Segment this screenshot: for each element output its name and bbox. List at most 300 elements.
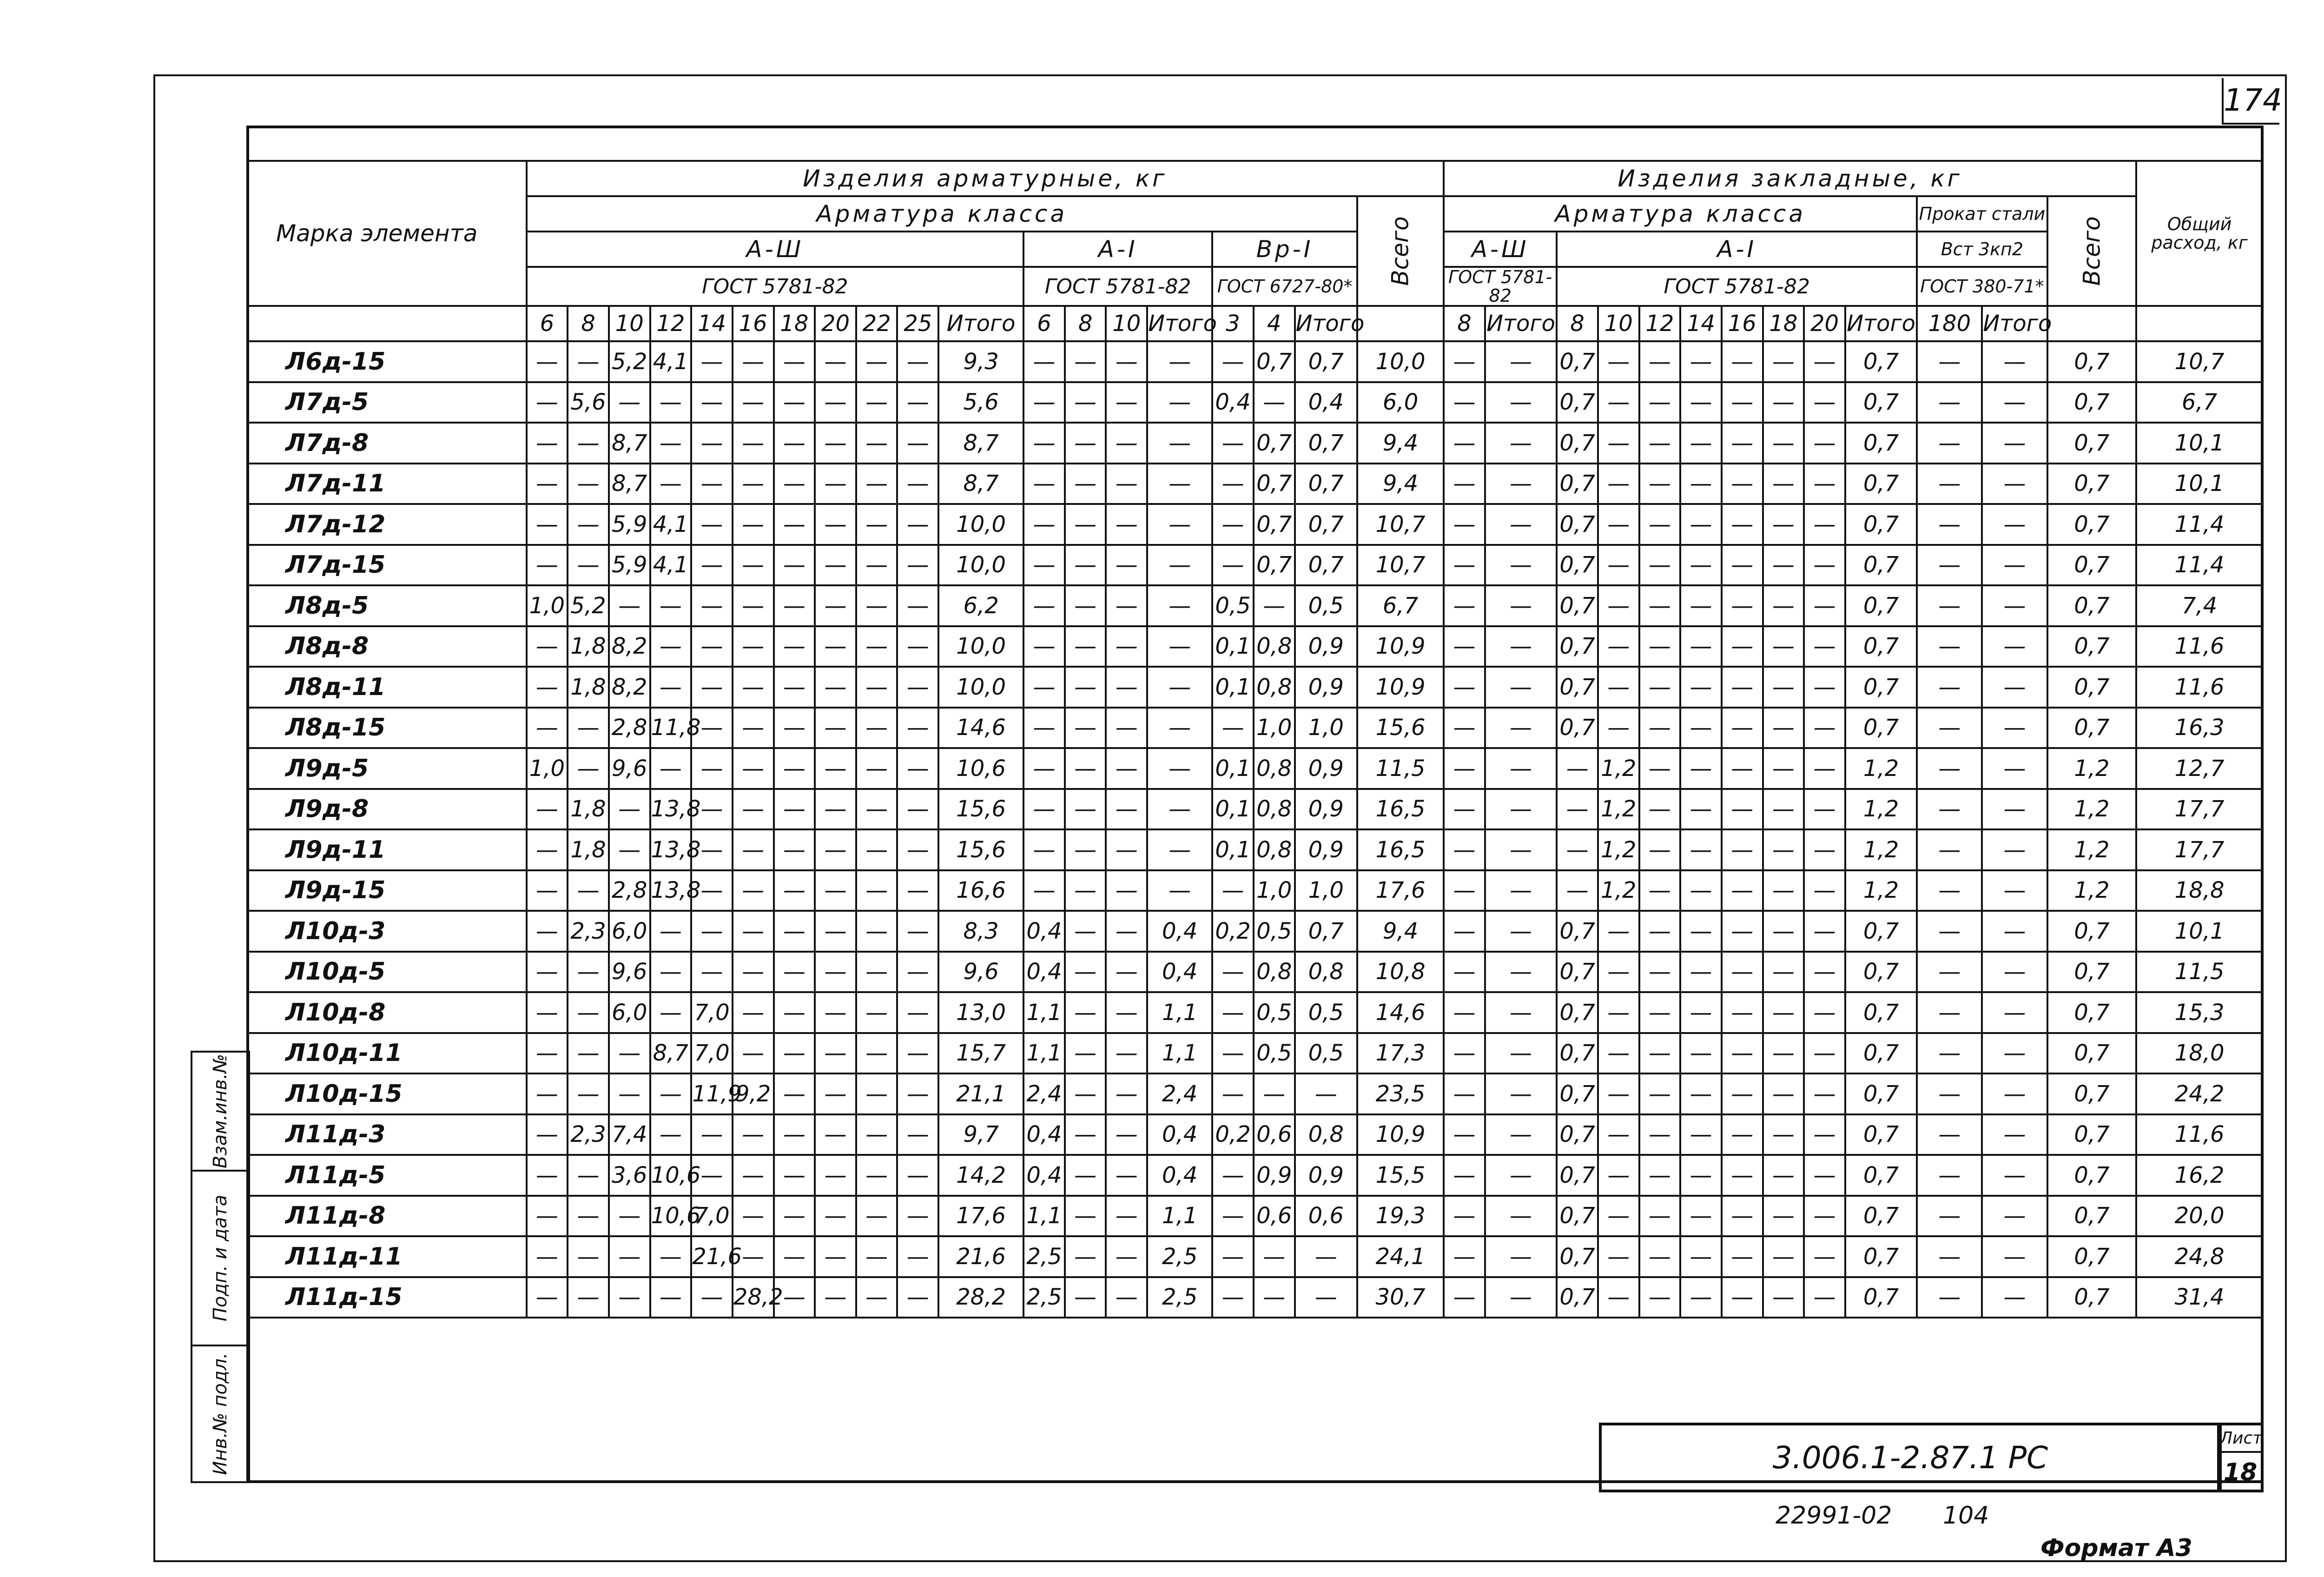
value-cell: — xyxy=(1722,992,1763,1033)
value-cell: — xyxy=(1639,423,1681,464)
value-cell: — xyxy=(815,992,856,1033)
value-cell: — xyxy=(1106,911,1147,952)
value-cell: — xyxy=(1804,911,1845,952)
value-cell: — xyxy=(1444,626,1485,667)
value-cell: — xyxy=(1598,464,1639,504)
sheet-number: 18 xyxy=(2223,1458,2258,1486)
value-cell: 31,4 xyxy=(2136,1277,2263,1318)
value-cell: — xyxy=(1065,341,1106,382)
value-cell: 17,6 xyxy=(938,1196,1023,1237)
value-cell: — xyxy=(1065,952,1106,993)
value-cell: — xyxy=(1722,1114,1763,1155)
value-cell: — xyxy=(774,1277,815,1318)
value-cell: — xyxy=(1106,423,1147,464)
value-cell: 0,7 xyxy=(1557,341,1598,382)
value-cell: — xyxy=(1598,423,1639,464)
rebar-class-header: Арматура класса xyxy=(527,196,1357,232)
value-cell: 16,5 xyxy=(1357,789,1444,830)
value-cell: — xyxy=(1917,952,1982,993)
value-cell: 10,0 xyxy=(938,626,1023,667)
value-cell: — xyxy=(691,789,733,830)
value-cell: — xyxy=(1680,545,1722,586)
value-cell: 0,7 xyxy=(1845,992,1917,1033)
value-cell: 0,9 xyxy=(1295,829,1357,870)
value-cell: — xyxy=(1722,1277,1763,1318)
value-cell: — xyxy=(897,1236,938,1277)
value-cell: — xyxy=(733,829,774,870)
value-cell: — xyxy=(1804,504,1845,545)
value-cell: — xyxy=(1444,1236,1485,1277)
value-cell: 8,7 xyxy=(609,464,650,504)
value-cell: — xyxy=(1722,1073,1763,1114)
diam-cell: 10 xyxy=(1598,306,1639,341)
value-cell: — xyxy=(1680,911,1722,952)
value-cell: 0,7 xyxy=(1557,952,1598,993)
value-cell: 0,9 xyxy=(1295,748,1357,789)
value-cell: — xyxy=(1639,748,1681,789)
value-cell: 10,1 xyxy=(2136,423,2263,464)
value-cell: — xyxy=(1763,952,1804,993)
diam-spacer xyxy=(1357,306,1444,341)
class-a3-header: А-Ш xyxy=(527,232,1024,267)
value-cell: 0,4 xyxy=(1147,911,1212,952)
value-cell: 10,0 xyxy=(938,667,1023,708)
value-cell: 1,0 xyxy=(1254,708,1295,749)
value-cell: — xyxy=(1212,1073,1254,1114)
value-cell: — xyxy=(1917,626,1982,667)
value-cell: — xyxy=(774,667,815,708)
value-cell: 0,4 xyxy=(1147,1114,1212,1155)
value-cell: — xyxy=(1722,911,1763,952)
value-cell: 1,2 xyxy=(2047,789,2137,830)
value-cell: — xyxy=(1804,870,1845,911)
value-cell: — xyxy=(1639,870,1681,911)
value-cell: — xyxy=(815,1155,856,1196)
value-cell: — xyxy=(568,464,609,504)
value-cell: 0,7 xyxy=(2047,1114,2137,1155)
value-cell: — xyxy=(1147,423,1212,464)
value-cell: 0,4 xyxy=(1295,382,1357,423)
value-cell: — xyxy=(1023,748,1065,789)
value-cell: — xyxy=(1804,423,1845,464)
value-cell: — xyxy=(856,585,898,626)
value-cell: — xyxy=(1212,1033,1254,1074)
value-cell: — xyxy=(1917,870,1982,911)
value-cell: — xyxy=(527,992,568,1033)
diam-cell: 18 xyxy=(1763,306,1804,341)
value-cell: — xyxy=(1982,748,2047,789)
value-cell: — xyxy=(1444,1033,1485,1074)
value-cell: 21,6 xyxy=(938,1236,1023,1277)
value-cell: — xyxy=(815,952,856,993)
value-cell: 0,7 xyxy=(2047,464,2137,504)
value-cell: — xyxy=(650,423,692,464)
value-cell: 24,8 xyxy=(2136,1236,2263,1277)
value-cell: 0,7 xyxy=(2047,545,2137,586)
value-cell: — xyxy=(691,952,733,993)
value-cell: 0,7 xyxy=(2047,1196,2137,1237)
value-cell: — xyxy=(609,1073,650,1114)
value-cell: — xyxy=(733,992,774,1033)
value-cell: 6,0 xyxy=(609,911,650,952)
value-cell: — xyxy=(1982,870,2047,911)
value-cell: — xyxy=(733,911,774,952)
value-cell: — xyxy=(1722,667,1763,708)
value-cell: — xyxy=(1598,341,1639,382)
value-cell: — xyxy=(897,789,938,830)
value-cell: — xyxy=(1804,341,1845,382)
value-cell: — xyxy=(1485,1155,1557,1196)
value-cell: 0,7 xyxy=(1557,585,1598,626)
rolled-steel-grade: Вст 3кп2 xyxy=(1917,232,2047,267)
value-cell: — xyxy=(568,952,609,993)
value-cell: — xyxy=(1804,789,1845,830)
value-cell: 0,6 xyxy=(1254,1114,1295,1155)
value-cell: — xyxy=(1722,626,1763,667)
value-cell: — xyxy=(1680,1073,1722,1114)
value-cell: — xyxy=(1444,464,1485,504)
value-cell: 9,6 xyxy=(609,748,650,789)
value-cell: — xyxy=(897,585,938,626)
table-row xyxy=(247,423,2263,464)
table-row xyxy=(247,626,2263,667)
value-cell: 10,7 xyxy=(2136,341,2263,382)
value-cell: — xyxy=(1444,952,1485,993)
rolled-steel-header: Прокат стали xyxy=(1917,196,2047,232)
value-cell: 0,1 xyxy=(1212,829,1254,870)
element-mark: Л8д-5 xyxy=(247,585,527,626)
value-cell: — xyxy=(1804,992,1845,1033)
value-cell: — xyxy=(897,1033,938,1074)
value-cell: — xyxy=(691,748,733,789)
value-cell: — xyxy=(1763,1033,1804,1074)
table-body xyxy=(247,341,2263,1318)
value-cell: 0,7 xyxy=(1845,911,1917,952)
value-cell: — xyxy=(1212,423,1254,464)
diam-cell: 18 xyxy=(774,306,815,341)
value-cell: — xyxy=(856,464,898,504)
value-cell: — xyxy=(1023,789,1065,830)
value-cell: 0,4 xyxy=(1147,952,1212,993)
format-label: Формат А3 xyxy=(2040,1534,2192,1562)
value-cell: — xyxy=(856,667,898,708)
value-cell: 17,7 xyxy=(2136,789,2263,830)
value-cell: 0,5 xyxy=(1254,1033,1295,1074)
value-cell: 17,6 xyxy=(1357,870,1444,911)
value-cell: — xyxy=(1212,952,1254,993)
value-cell: 23,5 xyxy=(1357,1073,1444,1114)
value-cell: 1,2 xyxy=(1845,789,1917,830)
value-cell: — xyxy=(856,341,898,382)
value-cell: 13,0 xyxy=(938,992,1023,1033)
value-cell: — xyxy=(1917,992,1982,1033)
value-cell: — xyxy=(1485,504,1557,545)
value-cell: 4,1 xyxy=(650,545,692,586)
value-cell: — xyxy=(691,1114,733,1155)
value-cell: — xyxy=(1722,1033,1763,1074)
value-cell: — xyxy=(1598,585,1639,626)
value-cell: 0,5 xyxy=(1254,992,1295,1033)
value-cell: — xyxy=(1106,545,1147,586)
value-cell: — xyxy=(897,1114,938,1155)
value-cell: — xyxy=(568,1155,609,1196)
value-cell: 1,2 xyxy=(1598,829,1639,870)
value-cell: 17,7 xyxy=(2136,829,2263,870)
value-cell: 11,5 xyxy=(1357,748,1444,789)
value-cell: — xyxy=(1557,870,1598,911)
value-cell: 0,7 xyxy=(2047,504,2137,545)
value-cell: — xyxy=(1680,1277,1722,1318)
element-mark: Л7д-15 xyxy=(247,545,527,586)
value-cell: 0,7 xyxy=(2047,423,2137,464)
value-cell: 0,9 xyxy=(1295,626,1357,667)
value-cell: — xyxy=(1444,789,1485,830)
footer-code: 22991-02 xyxy=(1776,1502,1892,1530)
value-cell: 0,7 xyxy=(1845,1114,1917,1155)
value-cell: 0,5 xyxy=(1212,585,1254,626)
value-cell: — xyxy=(1763,382,1804,423)
value-cell: — xyxy=(1639,1155,1681,1196)
value-cell: — xyxy=(733,545,774,586)
value-cell: — xyxy=(1065,789,1106,830)
value-cell: 0,7 xyxy=(2047,708,2137,749)
value-cell: — xyxy=(1065,464,1106,504)
value-cell: — xyxy=(1023,423,1065,464)
value-cell: — xyxy=(1639,789,1681,830)
value-cell: 0,7 xyxy=(1557,708,1598,749)
value-cell: — xyxy=(774,1033,815,1074)
value-cell: 10,7 xyxy=(1357,504,1444,545)
table-row xyxy=(247,1114,2263,1155)
value-cell: — xyxy=(1639,1236,1681,1277)
table-row xyxy=(247,1236,2263,1277)
value-cell: — xyxy=(1485,1196,1557,1237)
class-vr1-header: Вр-I xyxy=(1212,232,1357,267)
value-cell: — xyxy=(1444,1155,1485,1196)
value-cell: — xyxy=(1639,1033,1681,1074)
value-cell: 1,2 xyxy=(1845,870,1917,911)
value-cell: 13,8 xyxy=(650,829,692,870)
value-cell: — xyxy=(774,464,815,504)
element-mark: Л10д-5 xyxy=(247,952,527,993)
value-cell: 0,7 xyxy=(1295,423,1357,464)
value-cell: — xyxy=(733,1236,774,1277)
value-cell: — xyxy=(1982,789,2047,830)
value-cell: — xyxy=(1680,585,1722,626)
value-cell: — xyxy=(1106,748,1147,789)
value-cell: — xyxy=(1917,1236,1982,1277)
value-cell: — xyxy=(1444,341,1485,382)
value-cell: 6,0 xyxy=(1357,382,1444,423)
value-cell: 0,7 xyxy=(1845,504,1917,545)
value-cell: 0,7 xyxy=(1845,667,1917,708)
diam-cell: 4 xyxy=(1254,306,1295,341)
value-cell: 0,7 xyxy=(1557,464,1598,504)
value-cell: 16,6 xyxy=(938,870,1023,911)
value-cell: — xyxy=(1763,708,1804,749)
value-cell: — xyxy=(1722,1236,1763,1277)
value-cell: — xyxy=(856,992,898,1033)
value-cell: — xyxy=(1295,1236,1357,1277)
value-cell: — xyxy=(1722,382,1763,423)
stamp-label: Взам.инв.№ xyxy=(210,1054,231,1169)
value-cell: 0,7 xyxy=(1557,1073,1598,1114)
table-row xyxy=(247,464,2263,504)
element-mark: Л9д-11 xyxy=(247,829,527,870)
value-cell: — xyxy=(856,1236,898,1277)
value-cell: 0,7 xyxy=(2047,626,2137,667)
value-cell: — xyxy=(897,952,938,993)
value-cell: 10,9 xyxy=(1357,1114,1444,1155)
value-cell: 1,2 xyxy=(1598,789,1639,830)
value-cell: — xyxy=(1485,829,1557,870)
value-cell: — xyxy=(856,829,898,870)
value-cell: — xyxy=(1680,992,1722,1033)
element-mark: Л10д-8 xyxy=(247,992,527,1033)
sheet-label: Лист xyxy=(2220,1425,2261,1453)
value-cell: — xyxy=(815,748,856,789)
value-cell: 5,6 xyxy=(568,382,609,423)
diam-spacer xyxy=(2136,306,2263,341)
value-cell: — xyxy=(1065,585,1106,626)
value-cell: 1,0 xyxy=(1295,708,1357,749)
value-cell: — xyxy=(774,829,815,870)
value-cell: — xyxy=(650,1114,692,1155)
value-cell: — xyxy=(1598,382,1639,423)
value-cell: 9,2 xyxy=(733,1073,774,1114)
value-cell: — xyxy=(1444,545,1485,586)
value-cell: — xyxy=(1485,911,1557,952)
value-cell: — xyxy=(897,1073,938,1114)
value-cell: — xyxy=(1639,1277,1681,1318)
element-mark: Л7д-11 xyxy=(247,464,527,504)
value-cell: — xyxy=(1106,829,1147,870)
value-cell: 0,1 xyxy=(1212,626,1254,667)
value-cell: — xyxy=(1982,464,2047,504)
value-cell: — xyxy=(1680,1033,1722,1074)
value-cell: — xyxy=(1106,464,1147,504)
value-cell: — xyxy=(1763,1196,1804,1237)
value-cell: 5,9 xyxy=(609,545,650,586)
value-cell: 0,7 xyxy=(1845,1236,1917,1277)
value-cell: — xyxy=(815,504,856,545)
value-cell: — xyxy=(1485,748,1557,789)
value-cell: 15,7 xyxy=(938,1033,1023,1074)
value-cell: — xyxy=(1444,708,1485,749)
value-cell: — xyxy=(1639,952,1681,993)
value-cell: — xyxy=(1065,1033,1106,1074)
value-cell: 13,8 xyxy=(650,789,692,830)
value-cell: — xyxy=(691,667,733,708)
value-cell: — xyxy=(815,829,856,870)
value-cell: 0,7 xyxy=(1845,708,1917,749)
value-cell: — xyxy=(1982,545,2047,586)
value-cell: — xyxy=(1804,1073,1845,1114)
value-cell: 0,4 xyxy=(1023,1114,1065,1155)
element-mark: Л11д-15 xyxy=(247,1277,527,1318)
value-cell: — xyxy=(1485,992,1557,1033)
value-cell: — xyxy=(1023,464,1065,504)
value-cell: — xyxy=(1763,423,1804,464)
value-cell: — xyxy=(1598,1114,1639,1155)
value-cell: — xyxy=(650,911,692,952)
value-cell: — xyxy=(1982,911,2047,952)
value-cell: — xyxy=(650,585,692,626)
value-cell: — xyxy=(1680,870,1722,911)
table-row xyxy=(247,1033,2263,1074)
table-row xyxy=(247,382,2263,423)
value-cell: — xyxy=(1147,585,1212,626)
value-cell: 5,2 xyxy=(568,585,609,626)
value-cell: — xyxy=(1254,1277,1295,1318)
value-cell: 30,7 xyxy=(1357,1277,1444,1318)
element-mark: Л11д-5 xyxy=(247,1155,527,1196)
value-cell: — xyxy=(1763,911,1804,952)
element-mark: Л10д-11 xyxy=(247,1033,527,1074)
value-cell: — xyxy=(1982,667,2047,708)
diam-cell: 12 xyxy=(650,306,692,341)
value-cell: — xyxy=(650,748,692,789)
value-cell: 0,7 xyxy=(2047,1236,2137,1277)
value-cell: — xyxy=(856,545,898,586)
embedded-class-header: Арматура класса xyxy=(1444,196,1917,232)
value-cell: — xyxy=(1639,626,1681,667)
value-cell: — xyxy=(1023,829,1065,870)
value-cell: — xyxy=(815,870,856,911)
value-cell: — xyxy=(1763,585,1804,626)
value-cell: — xyxy=(1485,382,1557,423)
value-cell: — xyxy=(1106,382,1147,423)
value-cell: — xyxy=(1106,1073,1147,1114)
value-cell: — xyxy=(1444,423,1485,464)
value-cell: — xyxy=(1444,1277,1485,1318)
value-cell: — xyxy=(897,626,938,667)
value-cell: — xyxy=(1557,748,1598,789)
value-cell: 10,8 xyxy=(1357,952,1444,993)
value-cell: 11,5 xyxy=(2136,952,2263,993)
class-a1-emb-header: А-I xyxy=(1557,232,1917,267)
value-cell: — xyxy=(1639,341,1681,382)
value-cell: — xyxy=(1917,1114,1982,1155)
gost-a1: ГОСТ 5781-82 xyxy=(1023,267,1212,306)
value-cell: 0,7 xyxy=(1254,464,1295,504)
value-cell: 0,7 xyxy=(1557,1155,1598,1196)
value-cell: — xyxy=(1917,464,1982,504)
element-mark: Л9д-15 xyxy=(247,870,527,911)
value-cell: 1,0 xyxy=(1254,870,1295,911)
value-cell: — xyxy=(1804,585,1845,626)
value-cell: — xyxy=(1982,423,2047,464)
value-cell: — xyxy=(1212,992,1254,1033)
title-block-sheet xyxy=(2217,1423,2264,1492)
value-cell: — xyxy=(1598,1277,1639,1318)
value-cell: — xyxy=(1639,464,1681,504)
value-cell: 19,3 xyxy=(1357,1196,1444,1237)
value-cell: — xyxy=(1598,708,1639,749)
value-cell: 2,3 xyxy=(568,1114,609,1155)
value-cell: 13,8 xyxy=(650,870,692,911)
value-cell: — xyxy=(733,504,774,545)
value-cell: 0,7 xyxy=(1557,911,1598,952)
value-cell: — xyxy=(1763,992,1804,1033)
value-cell: 16,3 xyxy=(2136,708,2263,749)
value-cell: 0,7 xyxy=(1557,504,1598,545)
value-cell: — xyxy=(1917,1277,1982,1318)
value-cell: 0,4 xyxy=(1023,911,1065,952)
value-cell: — xyxy=(1917,708,1982,749)
value-cell: — xyxy=(733,1155,774,1196)
value-cell: — xyxy=(856,1114,898,1155)
